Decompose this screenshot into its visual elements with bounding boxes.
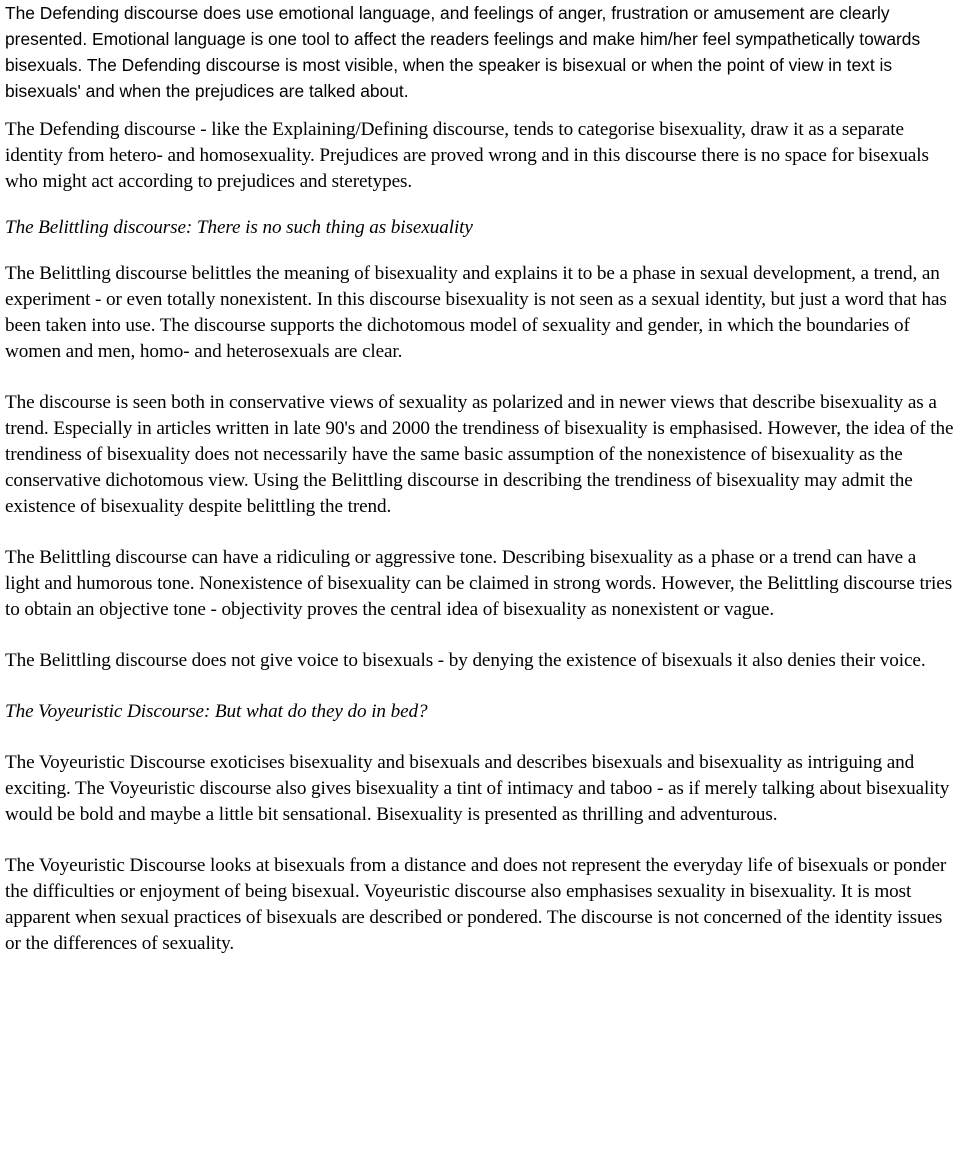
paragraph-belittling-voice: The Belittling discourse does not give voice to bisexuals - by denying the existence of bisexuals it also denies their voice. <box>5 650 926 671</box>
section-heading-belittling: The Belittling discourse: There is no such thing as bisexuality <box>5 217 473 238</box>
paragraph-defending-categorise-part2: Prejudices are proved wrong and in this discourse there is no space for bisexuals who might act according to prejudices and steretypes. <box>5 145 929 192</box>
paragraph-defending-categorise-part1: The Defending discourse - like the Explaining/Defining discourse, tends to categorise bisexuality, draw it as a separate identity from hetero- and homosexuality. <box>5 119 904 166</box>
paragraph-defending-emotional: The Defending discourse does use emotional language, and feelings of anger, frustration or amusement are clearly presented. Emotional language is one tool to affect the readers feelings and make him/her feel sympathetically towards bisexuals. The Defending discourse is most visible, when the speaker is bisexual or when the point of view in text is bisexuals' and when the prejudices are talked about. <box>5 3 921 101</box>
paragraph-defending-categorise <box>5 117 955 195</box>
paragraph-voyeuristic-exoticises: The Voyeuristic Discourse exoticises bisexuality and bisexuals and describes bisexuals and bisexuality as intriguing and exciting. The Voyeuristic discourse also gives bisexuality a tint of intimacy and taboo - as if merely talking about bisexuality would be bold and maybe a little bit sensational. Bisexuality is presented as thrilling and adventurous. <box>5 752 950 825</box>
section-heading-voyeuristic: The Voyeuristic Discourse: But what do they do in bed? <box>5 701 428 722</box>
paragraph-voyeuristic-distance: The Voyeuristic Discourse looks at bisexuals from a distance and does not represent the everyday life of bisexuals or ponder the difficulties or enjoyment of being bisexual. Voyeuristic discourse also emphasises sexuality in bisexuality. It is most apparent when sexual practices of bisexuals are described or pondered. The discourse is not concerned of the identity issues or the differences of sexuality. <box>5 855 947 954</box>
document-page <box>5 0 955 957</box>
paragraph-belittling-views: The discourse is seen both in conservative views of sexuality as polarized and in newer views that describe bisexuality as a trend. Especially in articles written in late 90's and 2000 the trendiness of bisexuality is emphasised. However, the idea of the trendiness of bisexuality does not necessarily have the same basic assumption of the nonexistence of bisexuality as the conservative dichotomous view. Using the Belittling discourse in describing the trendiness of bisexuality may admit the existence of bisexuality despite belittling the trend. <box>5 392 954 517</box>
paragraph-belittling-meaning: The Belittling discourse belittles the meaning of bisexuality and explains it to be a phase in sexual development, a trend, an experiment - or even totally nonexistent. In this discourse bisexuality is not seen as a sexual identity, but just a word that has been taken into use. The discourse supports the dichotomous model of sexuality and gender, in which the boundaries of women and men, homo- and heterosexuals are clear. <box>5 263 947 362</box>
paragraph-belittling-tone: The Belittling discourse can have a ridiculing or aggressive tone. Describing bisexuality as a phase or a trend can have a light and humorous tone. Nonexistence of bisexuality can be claimed in strong words. However, the Belittling discourse tries to obtain an objective tone - objectivity proves the central idea of bisexuality as nonexistent or vague. <box>5 547 953 620</box>
